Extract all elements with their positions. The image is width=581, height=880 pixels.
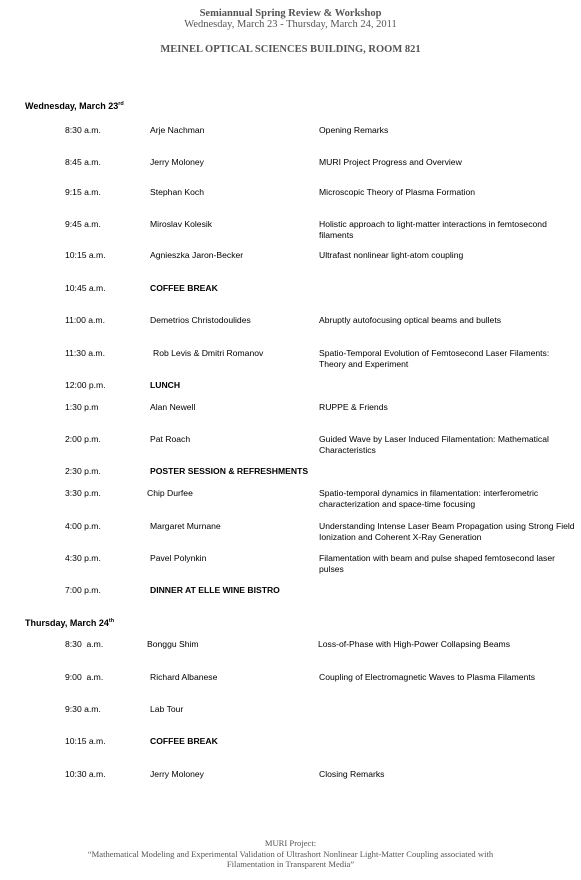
time: 8:30 a.m. xyxy=(65,125,101,135)
day-heading-wednesday: Wednesday, March 23rd xyxy=(25,101,124,111)
talk-title: Loss-of-Phase with High-Power Collapsing Beams xyxy=(318,639,511,649)
time: 4:00 p.m. xyxy=(65,521,101,531)
break-label: COFFEE BREAK xyxy=(150,736,218,746)
speaker: Arje Nachman xyxy=(150,125,205,135)
talk-title: Guided Wave by Laser Induced Filamentation: Mathematical Characteristics xyxy=(319,434,549,455)
talk-title: Coupling of Electromagnetic Waves to Plasma Filaments xyxy=(319,672,536,682)
speaker: Alan Newell xyxy=(150,402,196,412)
talk-title: Abruptly autofocusing optical beams and bullets xyxy=(319,315,502,325)
talk-title: Holistic approach to light-matter interactions in femtosecond filaments xyxy=(319,219,547,240)
time: 12:00 p.m. xyxy=(65,380,106,390)
header-location: MEINEL OPTICAL SCIENCES BUILDING, ROOM 821 xyxy=(160,44,421,55)
time: 9:15 a.m. xyxy=(65,187,101,197)
break-label: POSTER SESSION & REFRESHMENTS xyxy=(150,466,309,476)
break-label: COFFEE BREAK xyxy=(150,283,218,293)
speaker: Miroslav Kolesik xyxy=(150,219,213,229)
time: 11:30 a.m. xyxy=(65,348,105,358)
speaker: Pat Roach xyxy=(150,434,191,444)
speaker: Bonggu Shim xyxy=(147,639,199,649)
speaker: Lab Tour xyxy=(150,704,184,714)
time: 8:30 a.m. xyxy=(65,639,104,649)
talk-title: Microscopic Theory of Plasma Formation xyxy=(319,187,476,197)
talk-title: Understanding Intense Laser Beam Propagation using Strong Field Ionization and Coherent X-Ray Generation xyxy=(319,521,575,542)
header-dates: Wednesday, March 23 - Thursday, March 24, 2011 xyxy=(184,19,397,30)
break-label: LUNCH xyxy=(150,380,181,390)
talk-title: Spatio-temporal dynamics in filamentation: interferometric characterization and space-time focusing xyxy=(319,488,539,509)
speaker: Pavel Polynkin xyxy=(150,553,207,563)
time: 8:45 a.m. xyxy=(65,157,101,167)
speaker: Chip Durfee xyxy=(147,488,193,498)
speaker: Jerry Moloney xyxy=(150,157,204,167)
speaker: Richard Albanese xyxy=(150,672,218,682)
footer-project-label: MURI Project: xyxy=(264,838,317,848)
time: 3:30 p.m. xyxy=(65,488,101,498)
talk-title: Ultrafast nonlinear light-atom coupling xyxy=(319,250,464,260)
speaker: Jerry Moloney xyxy=(150,769,204,779)
time: 10:15 a.m. xyxy=(65,250,106,260)
footer-project-title-line2: Filamentation in Transparent Media” xyxy=(226,859,355,869)
footer-project-title-line1: “Mathematical Modeling and Experimental Validation of Ultrashort Nonlinear Light-Matter Coupling associated with xyxy=(87,849,494,859)
speaker: Stephan Koch xyxy=(150,187,204,197)
time: 10:15 a.m. xyxy=(65,736,106,746)
time: 10:30 a.m. xyxy=(65,769,106,779)
time: 2:30 p.m. xyxy=(65,466,101,476)
time: 9:45 a.m. xyxy=(65,219,101,229)
talk-title: Closing Remarks xyxy=(319,769,385,779)
time: 2:00 p.m. xyxy=(65,434,101,444)
talk-title: Spatio-Temporal Evolution of Femtosecond Laser Filaments: Theory and Experiment xyxy=(319,348,550,369)
time: 9:00 a.m. xyxy=(65,672,104,682)
talk-title: RUPPE & Friends xyxy=(319,402,388,412)
time: 11:00 a.m. xyxy=(65,315,105,325)
time: 10:45 a.m. xyxy=(65,283,106,293)
speaker: Margaret Murnane xyxy=(150,521,221,531)
talk-title: Opening Remarks xyxy=(319,125,389,135)
header-title: Semiannual Spring Review & Workshop xyxy=(199,8,382,19)
speaker: Agnieszka Jaron-Becker xyxy=(150,250,244,260)
time: 4:30 p.m. xyxy=(65,553,101,563)
time: 1:30 p.m xyxy=(65,402,99,412)
time: 9:30 a.m. xyxy=(65,704,101,714)
talk-title: Filamentation with beam and pulse shaped femtosecond laser pulses xyxy=(319,553,555,574)
time: 7:00 p.m. xyxy=(65,585,101,595)
talk-title: MURI Project Progress and Overview xyxy=(319,157,462,167)
speaker: Rob Levis & Dmitri Romanov xyxy=(153,348,264,358)
day-heading-thursday: Thursday, March 24th xyxy=(25,618,115,628)
break-label: DINNER AT ELLE WINE BISTRO xyxy=(150,585,280,595)
speaker: Demetrios Christodoulides xyxy=(150,315,251,325)
